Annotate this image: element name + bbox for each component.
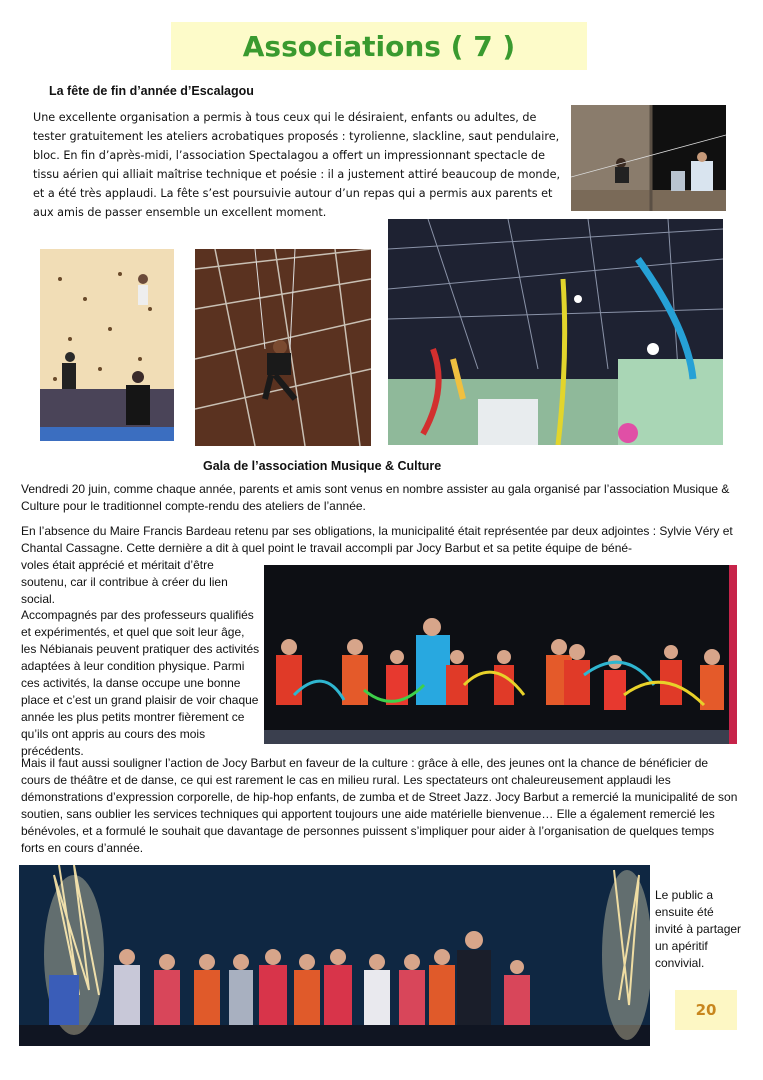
gala-paragraph-1: Vendredi 20 juin, comme chaque année, parents et amis sont venus en nombre assister au gala organisé par l’association Musique & Culture pour le traditionnel compte-rendu des ateliers de l’année. [21,482,730,513]
photo-zipline [571,105,726,211]
gala-paragraph-2-end: voles était apprécié et méritait d’être soutenu, car il contribue à créer du lien social. [21,558,228,606]
gala-paragraph-4: Mais il faut aussi souligner l’action de Jocy Barbut en faveur de la culture : grâce à elle, des jeunes ont la chance de bénéficier de cours de théâtre et de danse, ce qui est rarement le cas en milieu rural. Les spectateurs ont chaleureusement applaudi les démonstrations d’expression corporelle, de hip-hop enfants, de zumba et de Street Jazz. Jocy Barbut a remercié la municipalité de son soutien, sans oublier les services techniques qui apportent toujours une aide matérielle bienvenue… Elle a également remercié les bénévoles, et a formulé le souhait que davantage de personnes puissent s’impliquer pour aider à l’organisation de quelques temps forts en cours d’année. [21,756,738,855]
section1-text: Une excellente organisation a permis à tous ceux qui le désiraient, enfants ou adultes, de tester gratuitement les ateliers acrobatiques proposés : tyrolienne, slackline, saut pendulaire, bloc. En fin d’après-midi, l’association Spectalagou a offert un impressionnant spectacle de tissu aérien qui alliait maîtrise technique et poésie : il a justement attiré beaucoup de monde, et a été très applaudi. La fête s’est poursuivie autour d’un repas qui a permis aux parents et aux amis de passer ensemble un excellent moment. [33,111,561,219]
gala-paragraph-3: Accompagnés par des professeurs qualifiés et expérimentés, et quel que soit leur âge, les Nébianais peuvent pratiquer des activités adaptées à leur condition physique. Parmi ces activités, la danse occupe une bonne place et c’est un grand plaisir de voir chaque année les plus petits montrer fièrement ce qu’ils ont appris au cours des mois précédents. [21,608,260,758]
gala-paragraph-2-start: En l’absence du Maire Francis Bardeau retenu par ses obligations, la municipalité était représentée par deux adjointes : Sylvie Véry et Chantal Cassagne. Cette dernière a dit à quel point le travail accompli par Jocy Barbut et sa petite équipe de béné- [21,524,733,555]
title-banner [171,22,587,70]
closing-note: Le public a ensuite été invité à partager un apéritif convivial. [655,888,742,970]
page-title: Associations ( 7 ) [242,29,516,63]
page-number: 20 [675,990,737,1030]
photo-trapeze [195,249,371,446]
section2-heading: Gala de l’association Musique & Culture [203,459,442,473]
photo-aerial-silk [388,219,723,445]
gala-paragraph-2-full [21,523,739,557]
section1-heading: La fête de fin d’année d’Escalagou [49,84,254,98]
photo-dance-stage [264,565,737,744]
photo-final-group [19,865,650,1046]
photo-climbing-wall [40,249,174,441]
